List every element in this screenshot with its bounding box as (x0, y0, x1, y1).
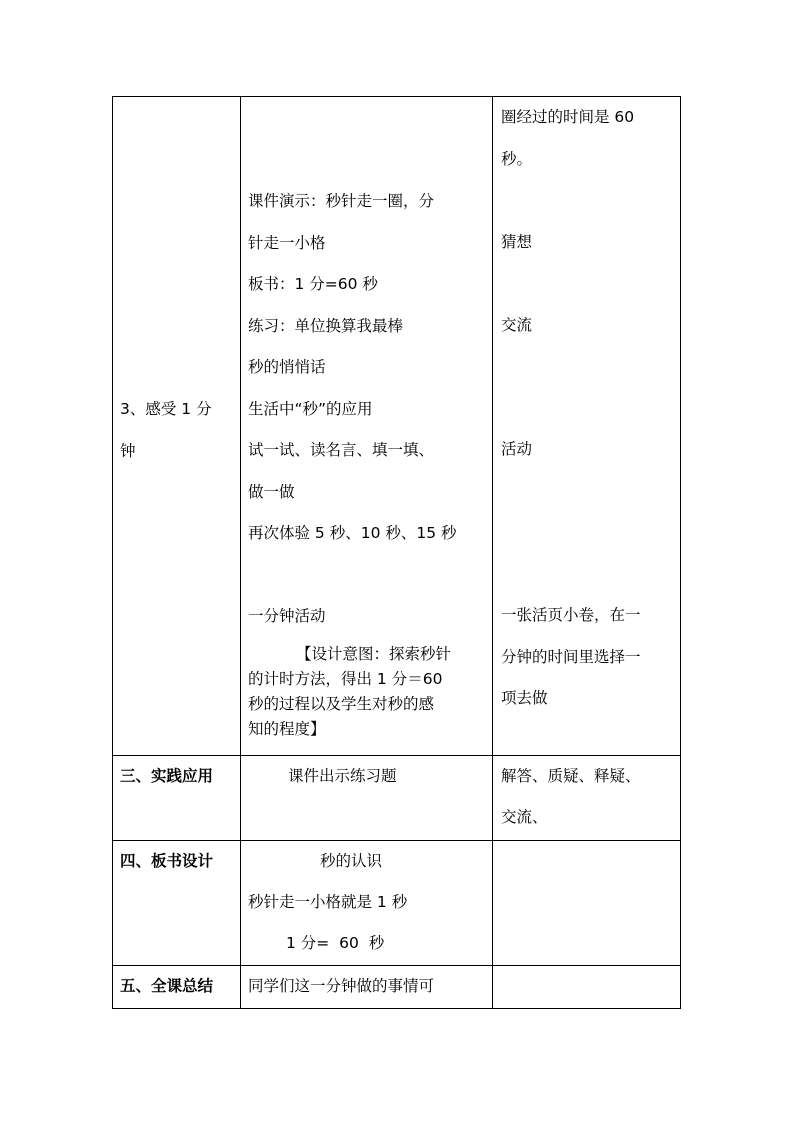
cell-student-activity (493, 97, 681, 756)
lesson-plan-table (112, 96, 681, 1009)
student-line: 项去做 (501, 689, 548, 707)
student-line: 秒。 (501, 149, 533, 168)
teacher-line: 板书：1 分=60 秒 (248, 275, 378, 293)
cell-step-title (113, 756, 241, 841)
design-intent-note (248, 642, 484, 742)
teacher-line: 练习：单位换算我最棒 (248, 316, 404, 335)
cell-teacher-activity (241, 756, 493, 841)
cell-teacher-activity (241, 966, 493, 1009)
teacher-line: 做一做 (248, 482, 295, 501)
practice-heading: 三、实践应用 (120, 767, 214, 785)
board-line: 秒针走一小格就是 1 秒 (248, 893, 408, 911)
design-note-line: 的计时方法，得出 1 分＝60 (248, 669, 443, 688)
student-line: 一张活页小卷，在一 (501, 606, 641, 624)
teacher-line: 秒的悄悄话 (248, 358, 326, 376)
step-title-line-1: 3、感受 1 分 (120, 400, 212, 418)
student-line: 圈经过的时间是 60 (501, 108, 635, 126)
cell-step-title (113, 97, 241, 756)
table-row-feel-one-minute (113, 97, 681, 756)
design-note-line: 【设计意图：探索秒针 (296, 644, 452, 663)
design-note-line: 秒的过程以及学生对秒的感 (248, 694, 435, 713)
table-row-practice (113, 756, 681, 841)
teacher-line-blank (248, 555, 488, 597)
teacher-line: 课件演示：秒针走一圈，分 (248, 192, 435, 210)
cell-teacher-activity (241, 97, 493, 756)
teacher-line: 一分钟活动 (248, 607, 326, 625)
practice-right-line: 解答、质疑、释疑、 (501, 767, 641, 785)
student-line-blank (501, 554, 677, 596)
step-title-line-2: 钟 (120, 441, 136, 460)
table-row-summary (113, 966, 681, 1009)
cell-step-title (113, 966, 241, 1009)
student-line-blank (501, 346, 677, 388)
student-line: 活动 (501, 440, 533, 458)
student-line-blank (501, 263, 677, 305)
student-line-blank (501, 180, 677, 222)
student-line: 猜想 (501, 232, 533, 251)
practice-middle: 课件出示练习题 (288, 767, 397, 785)
design-note-line: 知的程度】 (248, 719, 326, 738)
practice-right-line: 交流、 (501, 808, 548, 826)
student-line: 分钟的时间里选择一 (501, 647, 641, 666)
board-formula: 1 分= 60 秒 (286, 934, 385, 952)
student-line: 交流 (501, 315, 533, 334)
teacher-line: 针走一小格 (248, 233, 326, 252)
summary-heading: 五、全课总结 (120, 977, 214, 995)
cell-student-activity (493, 841, 681, 966)
table-row-board-design (113, 841, 681, 966)
board-title: 秒的认识 (320, 852, 383, 870)
cell-student-activity (493, 756, 681, 841)
teacher-line: 再次体验 5 秒、10 秒、15 秒 (248, 524, 457, 542)
student-line-blank (501, 471, 677, 513)
summary-middle: 同学们这一分钟做的事情可 (248, 977, 435, 995)
board-design-heading: 四、板书设计 (120, 852, 214, 870)
student-line-blank (501, 388, 677, 430)
student-line-blank (501, 512, 677, 554)
teacher-line: 试一试、读名言、填一填、 (248, 441, 435, 459)
cell-step-title (113, 841, 241, 966)
teacher-line: 生活中“秒”的应用 (248, 399, 373, 418)
cell-teacher-activity (241, 841, 493, 966)
cell-student-activity (493, 966, 681, 1009)
